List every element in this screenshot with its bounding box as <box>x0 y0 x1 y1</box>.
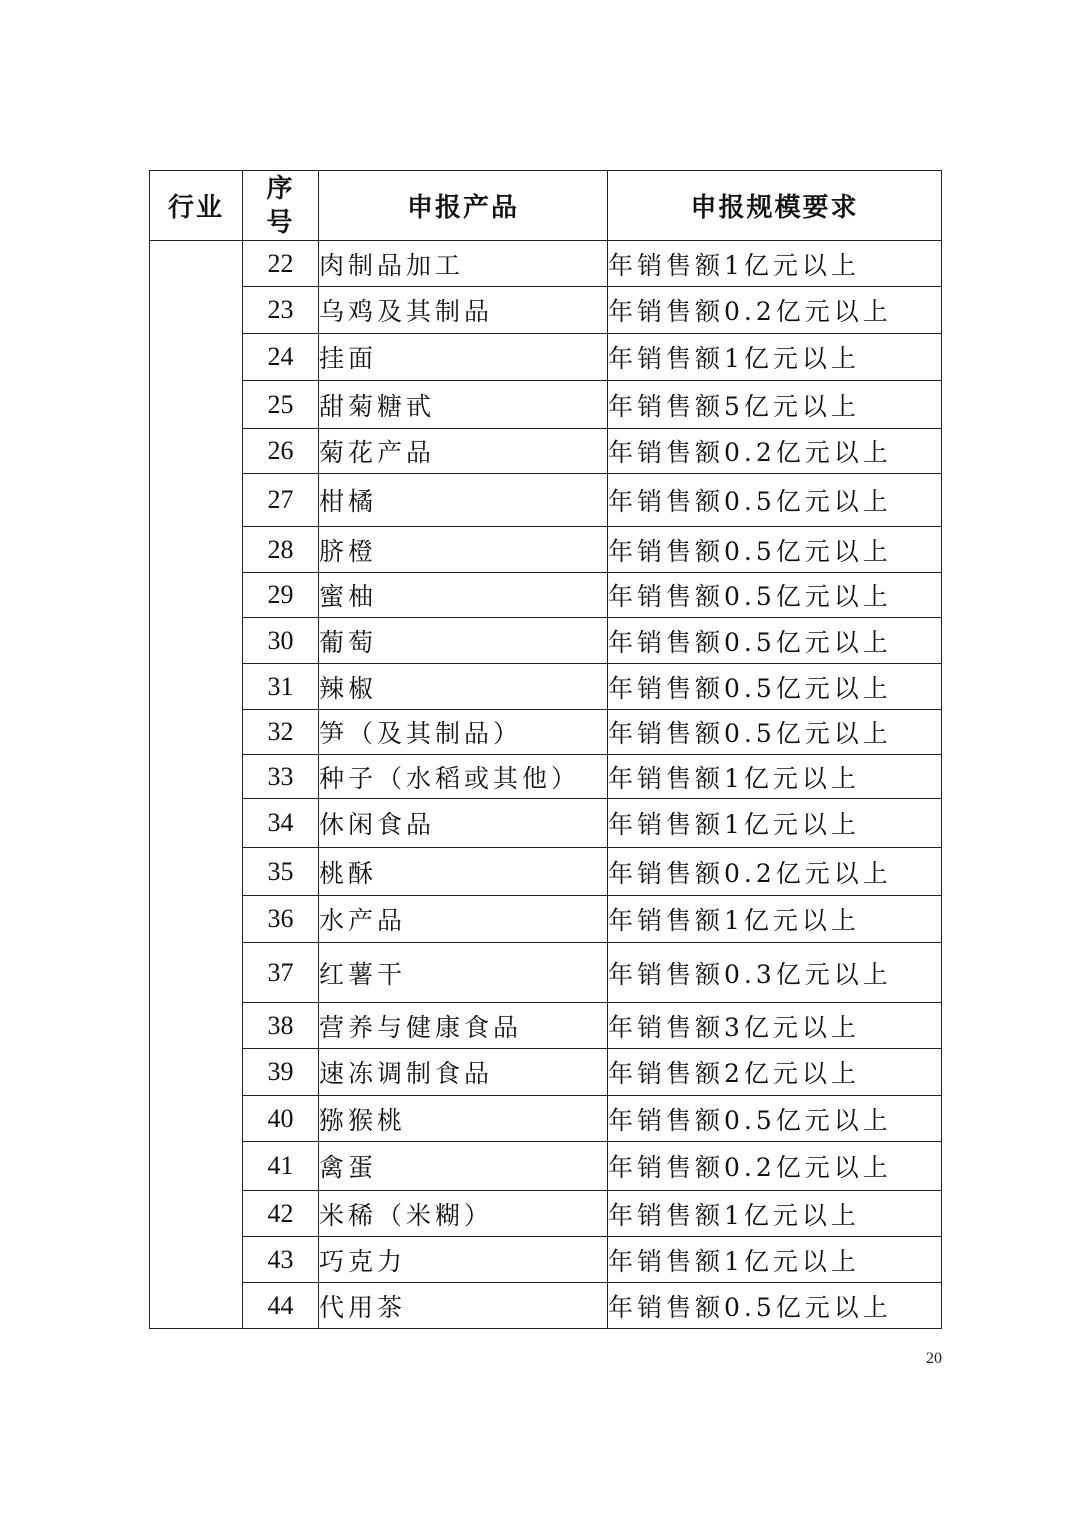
table-row <box>150 799 942 848</box>
row-seq: 26 <box>243 429 319 474</box>
row-seq: 43 <box>243 1237 319 1283</box>
header-seq-line1: 序 <box>266 173 295 204</box>
row-seq: 32 <box>243 710 319 755</box>
row-product: 巧克力 <box>319 1237 608 1283</box>
industry-cell <box>150 241 243 1329</box>
row-scale: 年销售额0.3亿元以上 <box>608 943 942 1003</box>
table-row <box>150 287 942 334</box>
row-product: 种子（水稻或其他） <box>319 755 608 799</box>
row-scale: 年销售额1亿元以上 <box>608 241 942 287</box>
row-scale: 年销售额0.5亿元以上 <box>608 573 942 618</box>
row-scale: 年销售额0.5亿元以上 <box>608 1283 942 1329</box>
row-product: 辣椒 <box>319 664 608 710</box>
row-scale: 年销售额2亿元以上 <box>608 1049 942 1096</box>
row-scale: 年销售额5亿元以上 <box>608 381 942 429</box>
row-product: 猕猴桃 <box>319 1096 608 1142</box>
row-product: 乌鸡及其制品 <box>319 287 608 334</box>
row-product: 甜菊糖甙 <box>319 381 608 429</box>
row-seq: 44 <box>243 1283 319 1329</box>
header-scale: 申报规模要求 <box>608 171 942 241</box>
page-number: 20 <box>926 1350 942 1367</box>
table-header-row <box>150 171 942 241</box>
row-scale: 年销售额1亿元以上 <box>608 1191 942 1237</box>
row-seq: 23 <box>243 287 319 334</box>
table-row <box>150 943 942 1003</box>
table-row <box>150 896 942 943</box>
row-seq: 40 <box>243 1096 319 1142</box>
row-seq: 36 <box>243 896 319 943</box>
row-seq: 39 <box>243 1049 319 1096</box>
row-seq: 27 <box>243 474 319 527</box>
row-scale: 年销售额0.5亿元以上 <box>608 474 942 527</box>
row-scale: 年销售额1亿元以上 <box>608 1237 942 1283</box>
table-row <box>150 1049 942 1096</box>
row-product: 米稀（米糊） <box>319 1191 608 1237</box>
row-seq: 30 <box>243 618 319 664</box>
table-row <box>150 573 942 618</box>
row-product: 挂面 <box>319 334 608 381</box>
row-scale: 年销售额0.5亿元以上 <box>608 710 942 755</box>
row-scale: 年销售额0.5亿元以上 <box>608 664 942 710</box>
table-row <box>150 664 942 710</box>
row-scale: 年销售额1亿元以上 <box>608 334 942 381</box>
row-scale: 年销售额0.5亿元以上 <box>608 618 942 664</box>
row-seq: 29 <box>243 573 319 618</box>
table-row <box>150 474 942 527</box>
table-row <box>150 1096 942 1142</box>
header-industry: 行业 <box>150 171 243 241</box>
row-product: 肉制品加工 <box>319 241 608 287</box>
row-seq: 31 <box>243 664 319 710</box>
row-product: 柑橘 <box>319 474 608 527</box>
table-row <box>150 1283 942 1329</box>
row-product: 水产品 <box>319 896 608 943</box>
row-seq: 41 <box>243 1142 319 1191</box>
row-scale: 年销售额1亿元以上 <box>608 896 942 943</box>
table-row <box>150 755 942 799</box>
table-row <box>150 1191 942 1237</box>
row-product: 蜜柚 <box>319 573 608 618</box>
row-scale: 年销售额0.2亿元以上 <box>608 287 942 334</box>
row-seq: 38 <box>243 1003 319 1049</box>
product-scale-table <box>149 170 942 1329</box>
row-product: 桃酥 <box>319 848 608 896</box>
row-product: 笋（及其制品） <box>319 710 608 755</box>
table-row <box>150 710 942 755</box>
table-row <box>150 1142 942 1191</box>
row-scale: 年销售额0.5亿元以上 <box>608 527 942 573</box>
row-product: 营养与健康食品 <box>319 1003 608 1049</box>
row-product: 红薯干 <box>319 943 608 1003</box>
table-row <box>150 1237 942 1283</box>
row-scale: 年销售额0.2亿元以上 <box>608 1142 942 1191</box>
header-seq <box>243 171 319 241</box>
row-scale: 年销售额3亿元以上 <box>608 1003 942 1049</box>
table-row <box>150 429 942 474</box>
table-row <box>150 848 942 896</box>
row-seq: 37 <box>243 943 319 1003</box>
table-row <box>150 527 942 573</box>
row-product: 速冻调制食品 <box>319 1049 608 1096</box>
row-seq: 24 <box>243 334 319 381</box>
row-seq: 42 <box>243 1191 319 1237</box>
row-scale: 年销售额1亿元以上 <box>608 799 942 848</box>
row-seq: 25 <box>243 381 319 429</box>
row-seq: 33 <box>243 755 319 799</box>
table-row <box>150 334 942 381</box>
row-scale: 年销售额0.5亿元以上 <box>608 1096 942 1142</box>
row-product: 菊花产品 <box>319 429 608 474</box>
row-product: 葡萄 <box>319 618 608 664</box>
row-product: 禽蛋 <box>319 1142 608 1191</box>
table-row <box>150 1003 942 1049</box>
row-seq: 28 <box>243 527 319 573</box>
row-scale: 年销售额0.2亿元以上 <box>608 429 942 474</box>
table-row <box>150 241 942 287</box>
table-row <box>150 618 942 664</box>
row-scale: 年销售额1亿元以上 <box>608 755 942 799</box>
row-product: 代用茶 <box>319 1283 608 1329</box>
row-scale: 年销售额0.2亿元以上 <box>608 848 942 896</box>
row-product: 休闲食品 <box>319 799 608 848</box>
table-row <box>150 381 942 429</box>
row-seq: 35 <box>243 848 319 896</box>
row-product: 脐橙 <box>319 527 608 573</box>
row-seq: 22 <box>243 241 319 287</box>
header-product: 申报产品 <box>319 171 608 241</box>
row-seq: 34 <box>243 799 319 848</box>
header-seq-line2: 号 <box>266 207 295 238</box>
